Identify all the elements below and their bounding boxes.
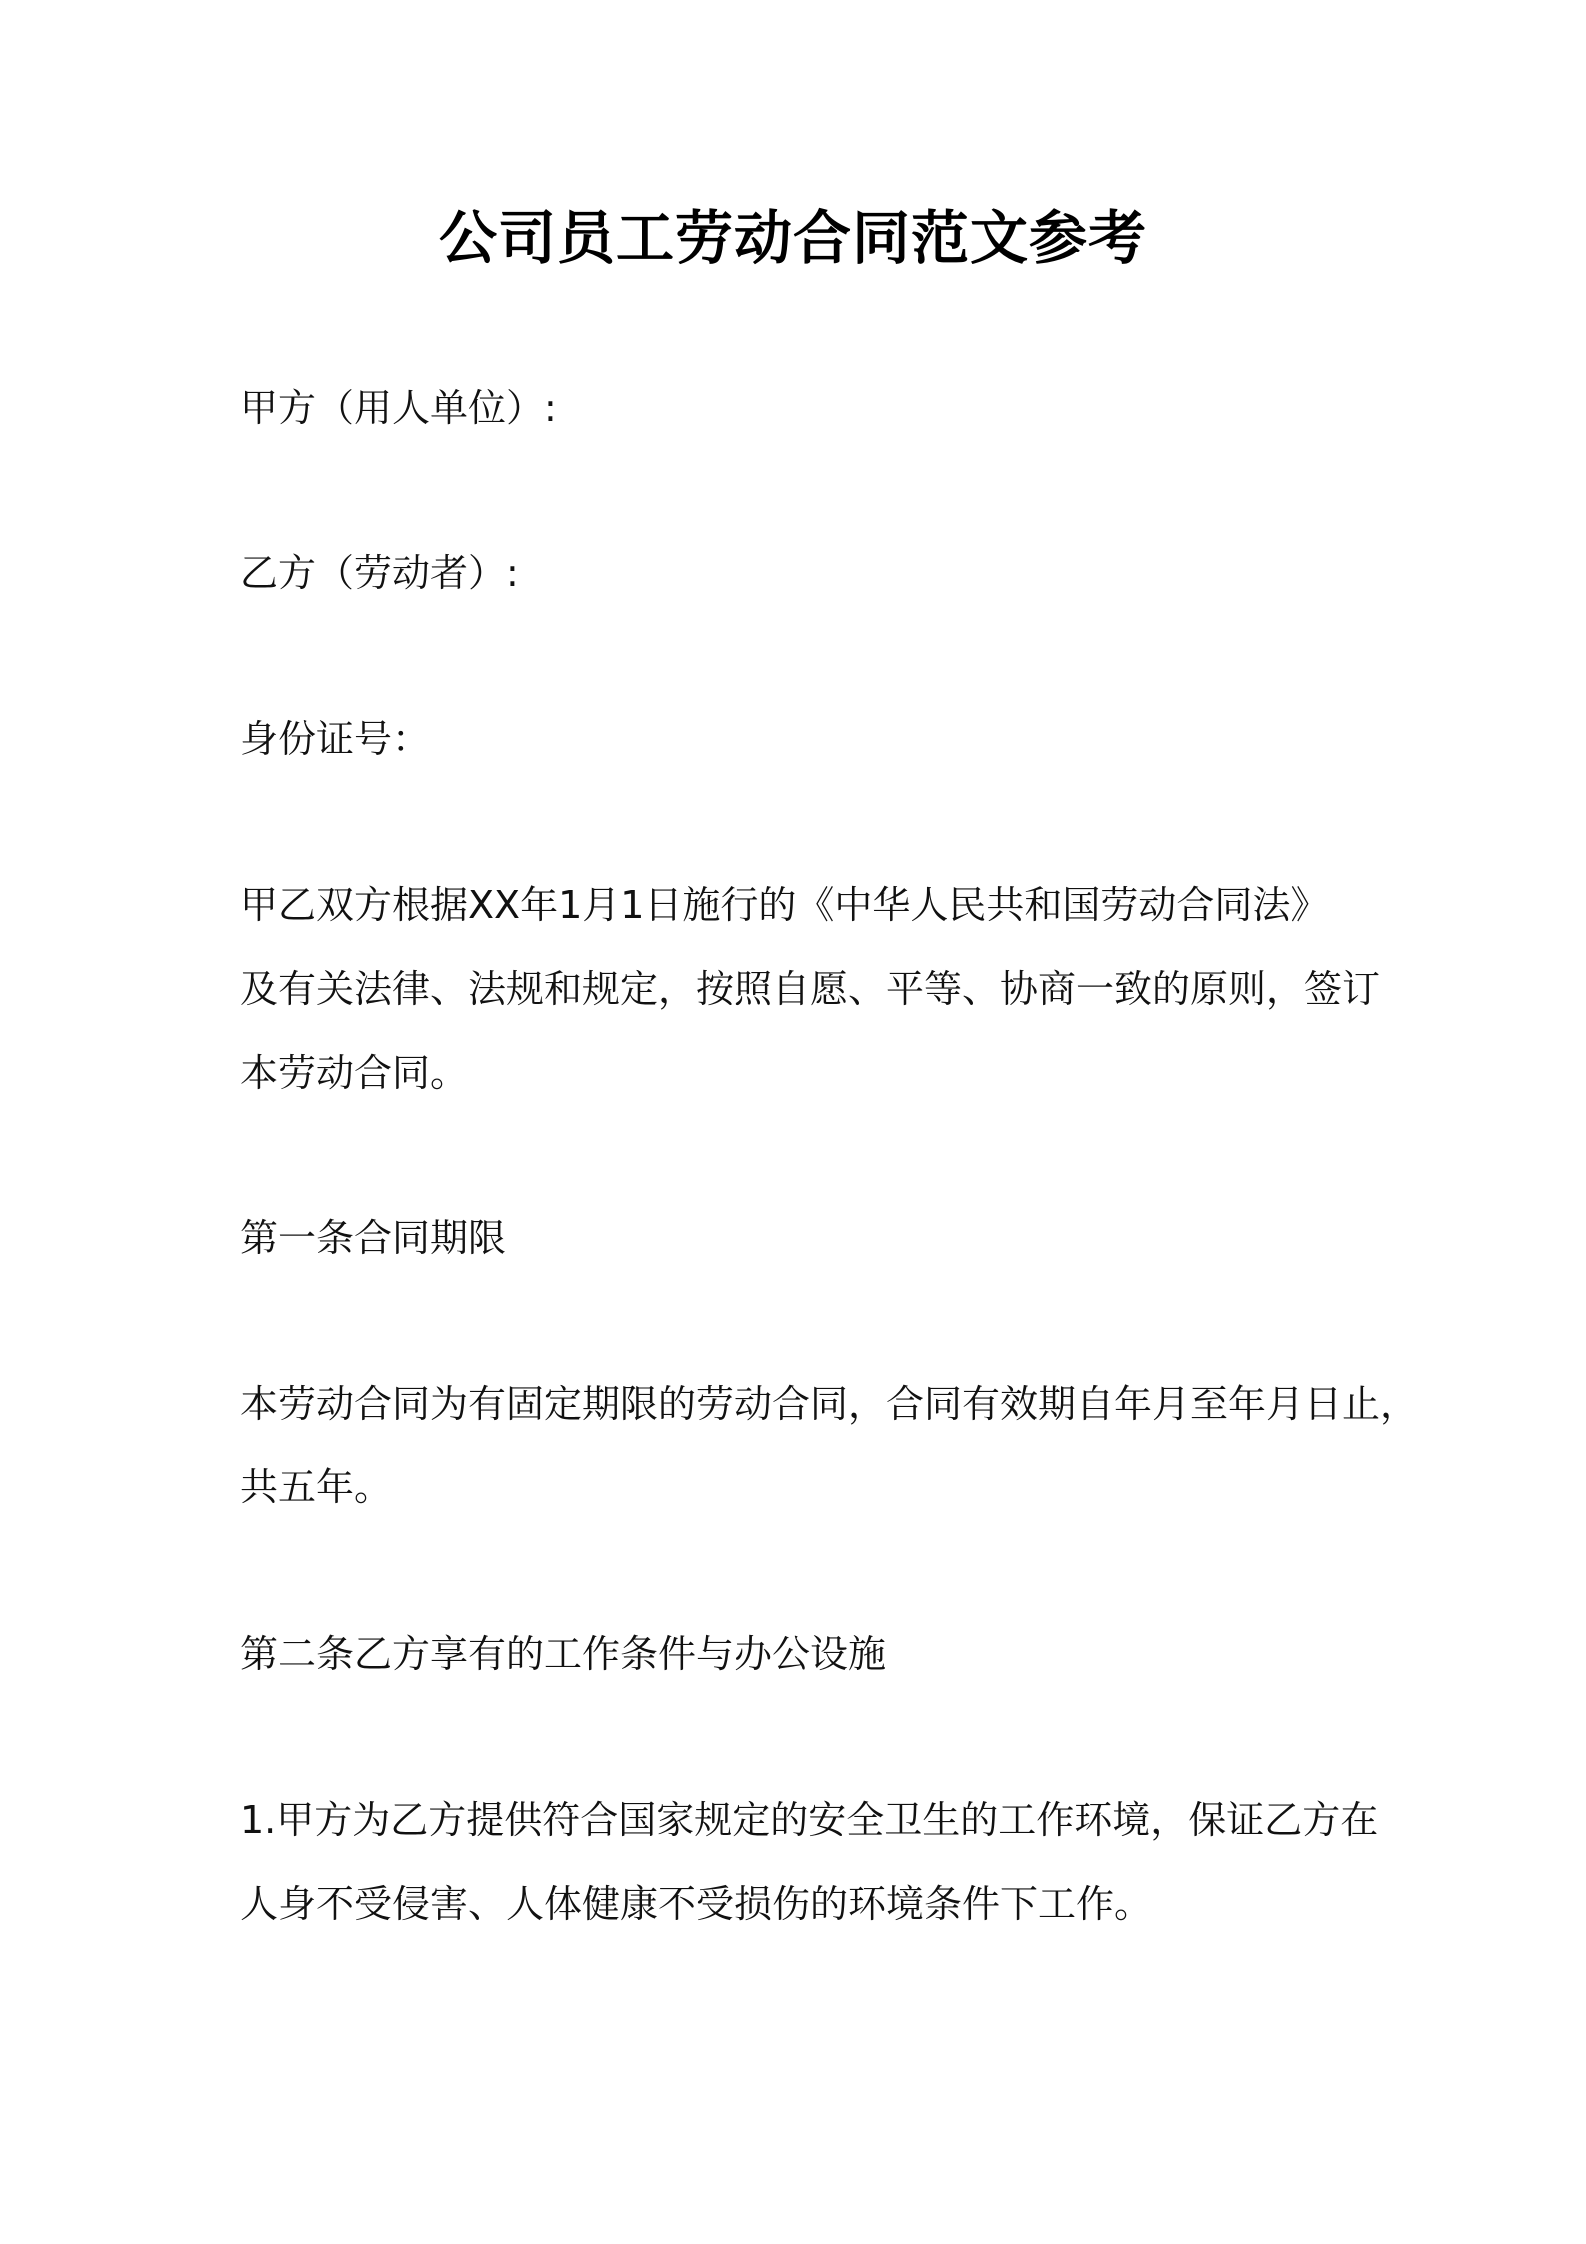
article-2-item-1-line-2: 人身不受侵害、人体健康不受损伤的环境条件下工作。: [240, 1882, 1153, 1926]
article-1-line-2: 共五年。: [240, 1465, 393, 1509]
article-2-heading: 第二条乙方享有的工作条件与办公设施: [240, 1632, 887, 1676]
article-2-item-1-line-1: 1.甲方为乙方提供符合国家规定的安全卫生的工作环境，保证乙方在: [240, 1798, 1379, 1842]
article-1-line-1: 本劳动合同为有固定期限的劳动合同，合同有效期自年月至年月日止，: [240, 1382, 1419, 1426]
article-1-heading: 第一条合同期限: [240, 1216, 507, 1260]
id-number-line: 身份证号：: [240, 717, 431, 761]
party-b-line: 乙方（劳动者）:: [240, 551, 519, 595]
preamble-line-1: 甲乙双方根据XX年1月1日施行的《中华人民共和国劳动合同法》: [240, 883, 1329, 927]
preamble-line-2: 及有关法律、法规和规定，按照自愿、平等、协商一致的原则，签订: [240, 967, 1381, 1011]
party-a-line: 甲方（用人单位）:: [240, 386, 557, 430]
preamble-line-3: 本劳动合同。: [240, 1051, 469, 1095]
document-title: 公司员工劳动合同范文参考: [438, 204, 1147, 272]
